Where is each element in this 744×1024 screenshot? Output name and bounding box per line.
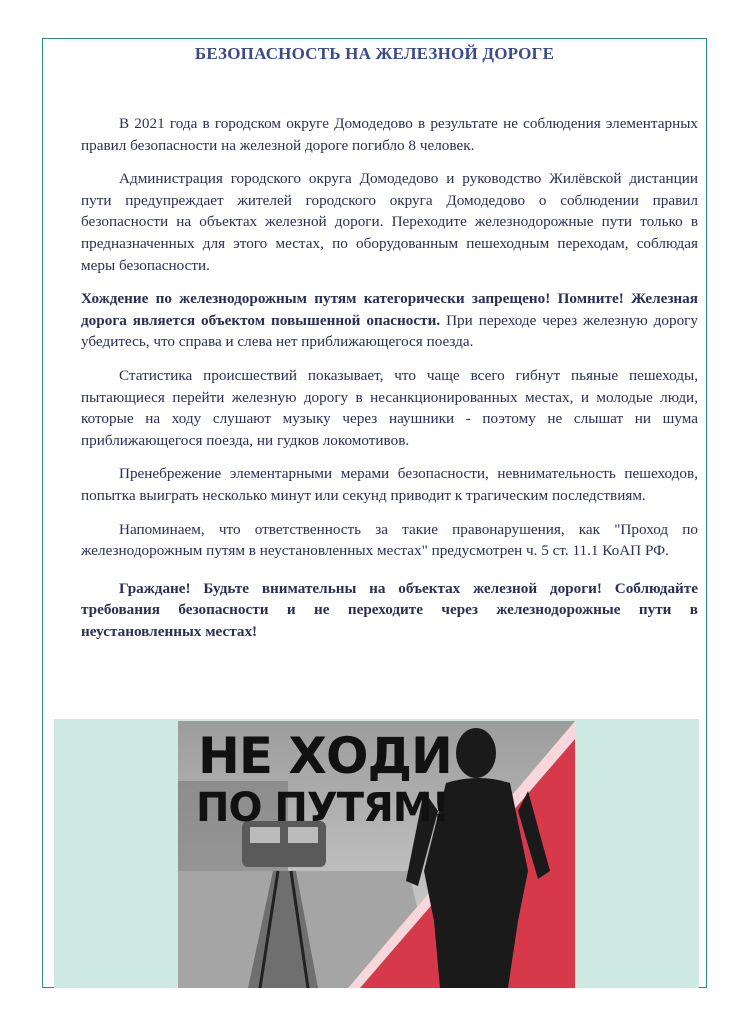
paragraph-statistics-2021: В 2021 года в городском округе Домодедово в результате не соблюдения элементарных правил безопасности на железной дороге погибло 8 человек. <box>81 115 698 154</box>
paragraph-prohibition <box>81 288 698 353</box>
paragraph-negligence: Пренебрежение элементарными мерами безопасности, невнимательность пешеходов, попытка выиграть несколько минут или секунд приводит к трагическим последствиям. <box>81 465 698 504</box>
prohibition-rest-text: При переходе через железную дорогу убедитесь, что справа и слева нет приближающегося поезда. <box>81 311 698 351</box>
paragraph-liability: Напоминаем, что ответственность за такие правонарушения, как "Проход по железнодорожным путям в неустановленных местах" предусмотрен ч. 5 ст. 11.1 КоАП РФ. <box>81 520 698 560</box>
article-body <box>81 113 698 654</box>
safety-poster <box>178 721 575 988</box>
poster-headline-line1: НЕ ХОДИ <box>198 727 452 785</box>
paragraph-accident-stats: Статистика происшествий показывает, что чаще всего гибнут пьяные пешеходы, пытающиеся перейти железную дорогу в несанкционированных местах, и молодые люди, которые на ходу слушают музыку через наушники - поэтому не слышат ни шума приближающегося поезда, ни гудков локомотивов. <box>81 366 698 449</box>
paragraph-appeal: Граждане! Будьте внимательны на объектах железной дороги! Соблюдайте требования безопасности и не переходите через железнодорожные пути в неустановленных местах! <box>81 579 698 640</box>
prohibition-bold-text: Хождение по железнодорожным путям категорически запрещено! Помните! Железная дорога является объектом повышенной опасности. <box>81 290 698 329</box>
page-title: БЕЗОПАСНОСТЬ НА ЖЕЛЕЗНОЙ ДОРОГЕ <box>194 44 555 63</box>
poster-headline-line2: ПО ПУТЯМ! <box>196 785 449 831</box>
paragraph-administration-warning: Администрация городского округа Домодедово и руководство Жилёвской дистанции пути предупреждает жителей городского округа Домодедово о соблюдении правил безопасности на объектах железной дороги. Переходите железнодорожные пути только в предназначенных для этого местах, по оборудованным пешеходным переходам, соблюдая меры безопасности. <box>81 170 698 274</box>
